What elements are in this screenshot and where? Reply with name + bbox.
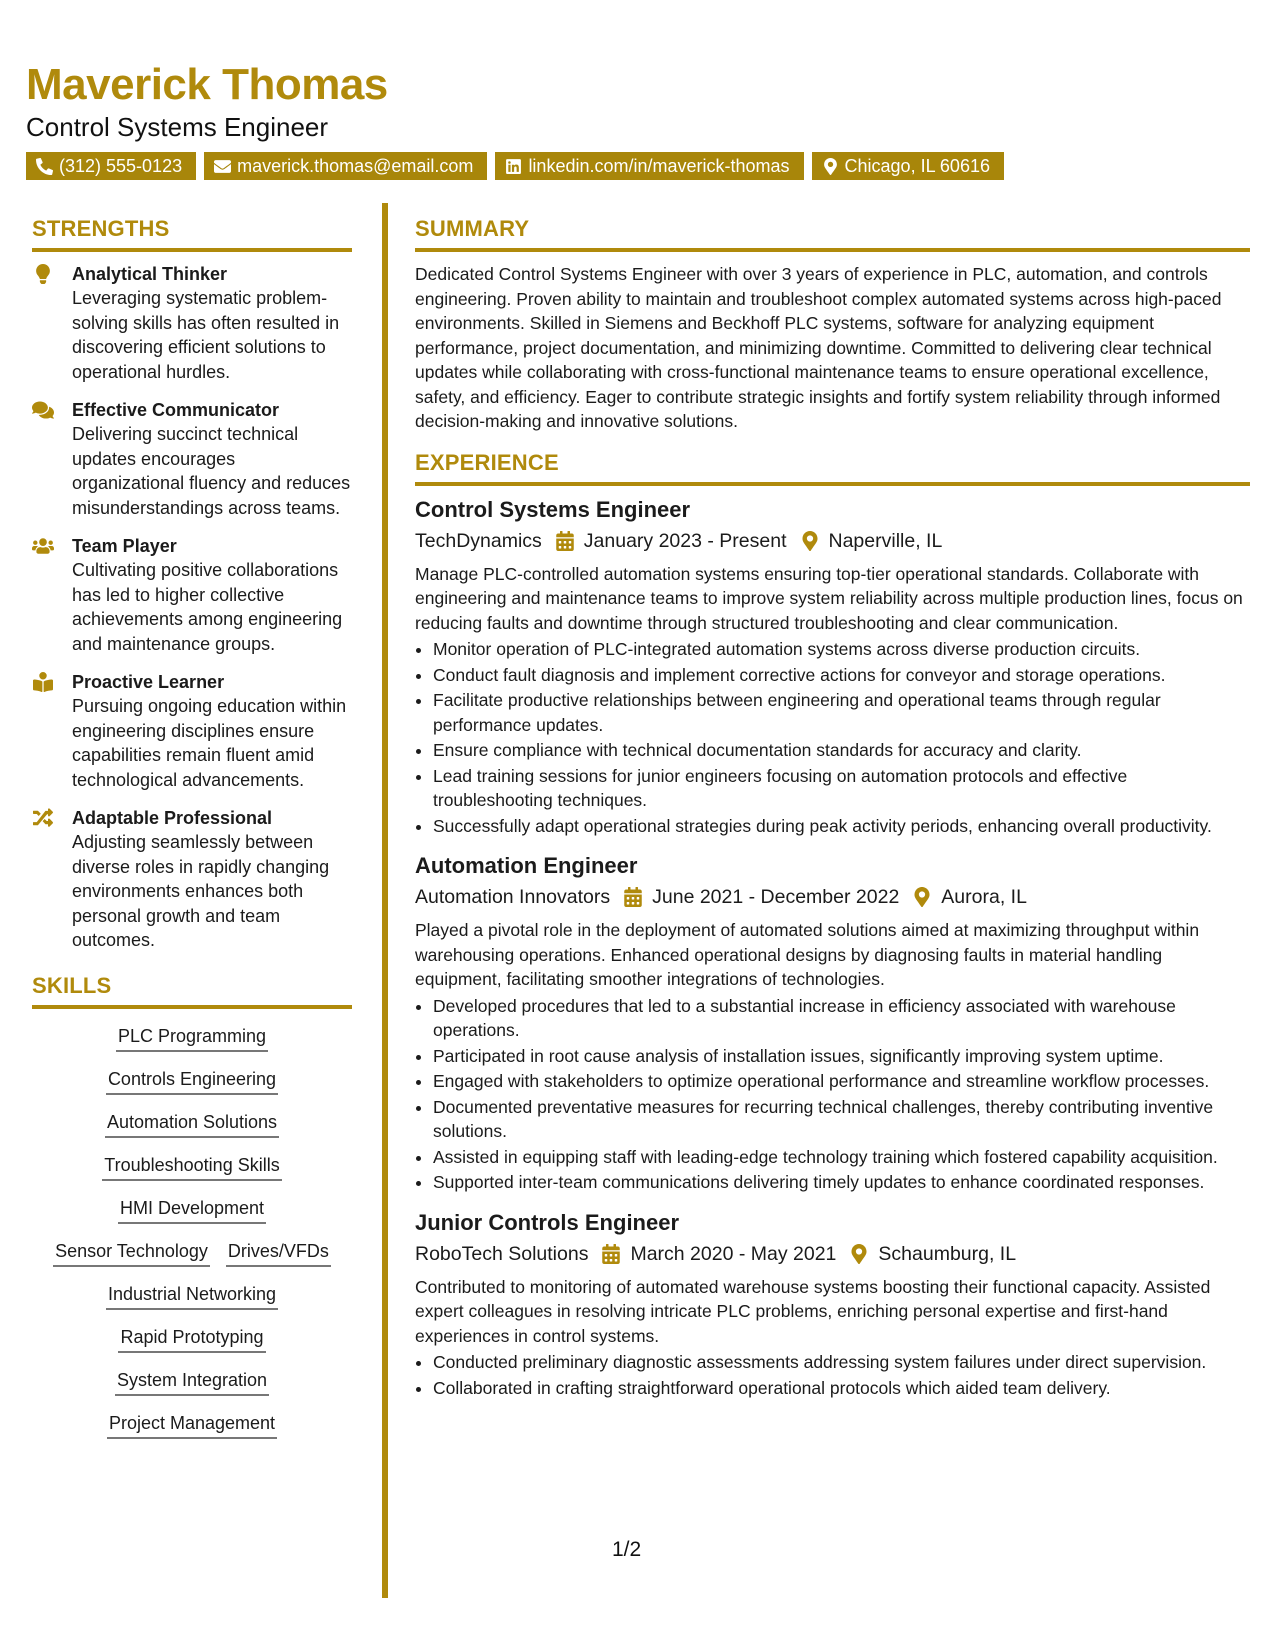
job-meta [415, 526, 1250, 556]
bullet-item: • Conducted preliminary diagnostic assessments addressing system failures under direct supervision. [433, 1350, 1250, 1375]
job-entry [415, 852, 1250, 1195]
bullet-item: • Supported inter-team communications delivering timely updates to enhance coordinated responses. [433, 1170, 1250, 1195]
job-bullets [415, 994, 1250, 1195]
job-title: Control Systems Engineer [415, 496, 691, 522]
strength-title: Adaptable Professional [72, 808, 273, 828]
strength-desc: Cultivating positive collaborations has led to higher collective achievements among engineering and maintenance groups. [72, 560, 343, 654]
job-company: RoboTech Solutions [415, 1242, 589, 1265]
summary-heading: SUMMARY [415, 216, 1250, 252]
skill-tag: Controls Engineering [106, 1067, 278, 1095]
calendar-icon [556, 531, 574, 551]
location-text: Chicago, IL 60616 [844, 156, 990, 176]
job-bullets [415, 637, 1250, 838]
job-dates: March 2020 - May 2021 [630, 1242, 837, 1265]
email-text: maverick.thomas@email.com [237, 156, 474, 176]
map-marker-icon [850, 1244, 868, 1264]
bullet-item: • Facilitate productive relationships between engineering and operational teams through regular performance updates. [433, 688, 1250, 737]
map-marker-icon [801, 531, 819, 551]
strength-item [32, 262, 352, 384]
bullet-item: • Collaborated in crafting straightforward operational protocols which aided team delivery. [433, 1376, 1250, 1401]
skill-tag: Sensor Technology [53, 1239, 210, 1267]
bullet-item: • Ensure compliance with technical documentation standards for accuracy and clarity. [433, 738, 1250, 763]
job-description: Manage PLC-controlled automation systems ensuring top-tier operational standards. Collaborate with engineering and maintenance teams to improve system reliability across multiple production lines, focus on reducing faults and downtime through structured troubleshooting and clear communication. [415, 563, 1243, 633]
contact-email [204, 152, 487, 180]
strengths-list [32, 262, 352, 953]
bullet-item: • Assisted in equipping staff with leading-edge technology training which fostered capability acquisition. [433, 1145, 1250, 1170]
map-marker-icon [822, 158, 839, 175]
strength-desc: Pursuing ongoing education within engineering disciplines ensure capabilities remain fluent amid technological advancements. [72, 696, 347, 790]
bullet-item: • Conduct fault diagnosis and implement corrective actions for conveyor and storage operations. [433, 663, 1250, 688]
skill-tag: Drives/VFDs [226, 1239, 331, 1267]
strength-title: Proactive Learner [72, 672, 225, 692]
strength-item [32, 534, 352, 656]
column-divider [382, 203, 388, 1598]
job-company: Automation Innovators [415, 886, 611, 908]
job-meta [415, 1239, 1250, 1269]
skills-section [32, 973, 352, 1439]
contact-bar [26, 152, 1004, 180]
job-meta [415, 882, 1250, 912]
calendar-icon [624, 887, 642, 907]
skill-tag: Rapid Prototyping [118, 1325, 265, 1353]
job-description: Contributed to monitoring of automated warehouse systems boosting their functional capacity. Assisted expert colleagues in resolving intricate PLC problems, enriching personal expertise and first-hand experiences in control systems. [415, 1276, 1211, 1346]
phone-text: (312) 555-0123 [59, 156, 183, 176]
bullet-item: • Successfully adapt operational strategies during peak activity periods, enhancing overall productivity. [433, 814, 1250, 839]
job-location: Schaumburg, IL [878, 1242, 1017, 1265]
job-dates: June 2021 - December 2022 [652, 886, 900, 908]
strength-desc: Delivering succinct technical updates encourages organizational fluency and reduces misunderstandings across teams. [72, 424, 351, 518]
job-title: Junior Controls Engineer [415, 1209, 680, 1235]
skill-tag: Industrial Networking [106, 1282, 278, 1310]
linkedin-text: linkedin.com/in/maverick-thomas [528, 156, 790, 176]
experience-heading: EXPERIENCE [415, 450, 1250, 486]
contact-location [812, 152, 1004, 180]
job-entry [415, 1209, 1250, 1401]
bullet-item: • Participated in root cause analysis of installation issues, significantly improving system uptime. [433, 1044, 1250, 1069]
job-bullets [415, 1350, 1250, 1400]
page-number: 1/2 [612, 1538, 642, 1561]
strength-item [32, 806, 352, 953]
job-location: Naperville, IL [828, 529, 943, 552]
skill-tag: HMI Development [118, 1196, 266, 1224]
users-icon [32, 536, 54, 556]
book-reader-icon [32, 672, 54, 692]
contact-phone [26, 152, 196, 180]
bullet-item: • Lead training sessions for junior engineers focusing on automation protocols and effective troubleshooting techniques. [433, 764, 1250, 813]
strength-title: Effective Communicator [72, 400, 280, 420]
envelope-icon [214, 158, 231, 175]
left-column [32, 216, 352, 1439]
strengths-heading: STRENGTHS [32, 216, 352, 252]
map-marker-icon [913, 887, 931, 907]
skill-tag: System Integration [115, 1368, 269, 1396]
job-description: Played a pivotal role in the deployment of automated solutions aimed at maximizing throughput within warehousing operations. Enhanced operational designs by diagnosing faults in material handling equipment, facilitating smoother integrations of technologies. [415, 920, 1200, 989]
bullet-item: • Documented preventative measures for recurring technical challenges, thereby contributing inventive solutions. [433, 1095, 1250, 1144]
strength-title: Team Player [72, 536, 177, 556]
shuffle-icon [32, 808, 54, 828]
bullet-item: • Engaged with stakeholders to optimize operational performance and streamline workflow processes. [433, 1069, 1250, 1094]
bullet-item: • Monitor operation of PLC-integrated automation systems across diverse production circuits. [433, 637, 1250, 662]
strength-title: Analytical Thinker [72, 264, 228, 284]
candidate-name: Maverick Thomas [26, 60, 388, 109]
summary-text: Dedicated Control Systems Engineer with over 3 years of experience in PLC, automation, and controls engineering. Proven ability to maintain and troubleshoot complex automated systems across high-paced environments. Skilled in Siemens and Beckhoff PLC systems, software for analyzing equipment performance, project documentation, and minimizing downtime. Committed to delivering clear technical updates while collaborating with cross-functional maintenance teams to ensure operational excellence, safety, and efficiency. Eager to contribute strategic insights and fortify system reliability through informed decision-making and innovative solutions. [415, 264, 1222, 431]
strength-desc: Leveraging systematic problem-solving skills has often resulted in discovering efficient solutions to operational hurdles. [72, 288, 340, 382]
calendar-icon [602, 1244, 620, 1264]
bullet-item: • Developed procedures that led to a substantial increase in efficiency associated with warehouse operations. [433, 994, 1250, 1043]
comments-icon [32, 400, 54, 420]
skill-tag: Troubleshooting Skills [102, 1153, 281, 1181]
phone-icon [36, 158, 53, 175]
job-entry [415, 496, 1250, 839]
skill-tag: Automation Solutions [105, 1110, 279, 1138]
job-title: Automation Engineer [415, 853, 638, 878]
candidate-title: Control Systems Engineer [26, 112, 329, 142]
skill-tag: Project Management [107, 1411, 277, 1439]
strength-item [32, 670, 352, 792]
strength-desc: Adjusting seamlessly between diverse roles in rapidly changing environments enhances both personal growth and team outcomes. [72, 832, 330, 950]
job-location: Aurora, IL [941, 886, 1027, 908]
linkedin-icon [505, 158, 522, 175]
lightbulb-icon [32, 264, 54, 284]
contact-linkedin [495, 152, 803, 180]
job-dates: January 2023 - Present [583, 529, 787, 552]
right-column [415, 216, 1250, 1414]
job-company: TechDynamics [415, 529, 542, 552]
strength-item [32, 398, 352, 520]
skill-tag: PLC Programming [116, 1024, 268, 1052]
skills-heading: SKILLS [32, 973, 352, 1009]
